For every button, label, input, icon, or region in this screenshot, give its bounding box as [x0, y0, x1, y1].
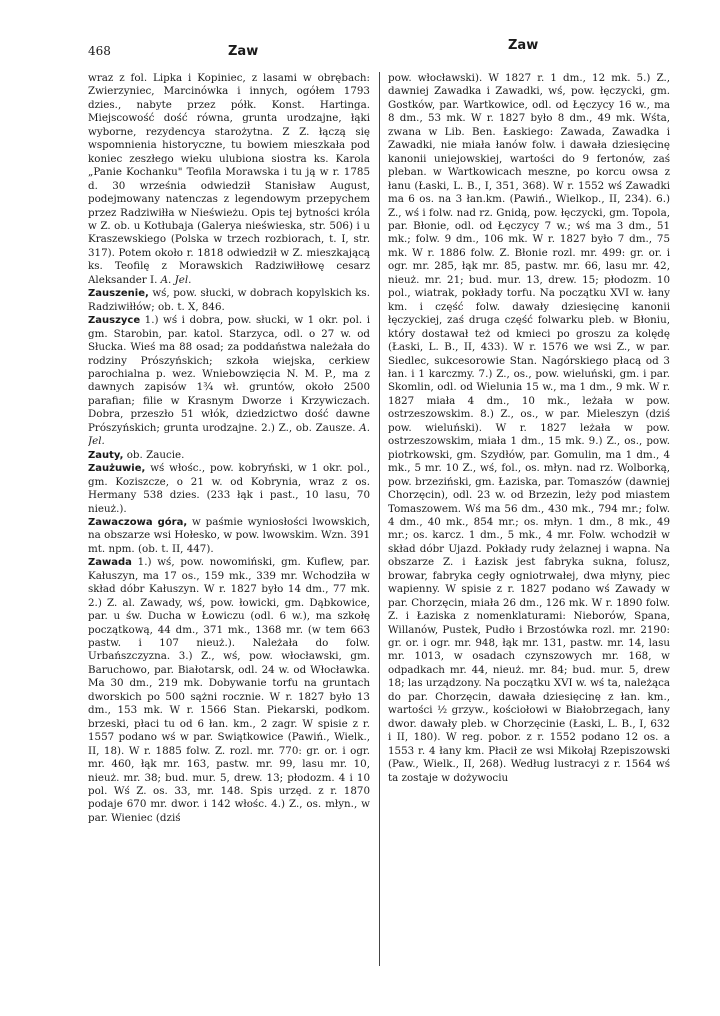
- entry-headword: Zaużuwie,: [88, 463, 146, 475]
- entry-headword: Zauszyce: [88, 315, 141, 327]
- entry-signature: A. Jel.: [88, 421, 370, 448]
- running-head-right: Zaw: [508, 38, 539, 53]
- entry-text: pow. włocławski). W 1827 r. 1 dm., 12 mk. 5.) Z., dawniej Zawadka i Zawadki, wś, pow. łęczycki, gm. Gostków, par. Wartkowice, odl. od Łęczycy 16 w., ma 8 dm., 53 mk. W r. 1827 było 8 dm., 49 mk. Wśta, zwana w Lib. Ben. Łaskiego: Zawada, Zawadka i Zawadki, nie miała łanów folw. i dawała dziesięcinę kanonii uniejowskiej, wartości do 9 fertonów, zaś pleban. w Wartkowicach meszne, po korcu owsa z łanu (Łaski, L. B., I, 351, 368). W r. 1552 wś Zawadki ma 6 os. na 3 łan.km. (Pawiń., Wielkop., II, 234). 6.) Z., wś i folw. nad rz. Gnidą, pow. łęczycki, gm. Topola, par. Błonie, odl. od Łęczycy 7 w.; wś ma 3 dm., 51 mk.; folw. 9 dm., 106 mk. W r. 1827 było 7 dm., 75 mk. W r. 1886 folw. Z. Błonie rozl. mr. 499: gr. or. i ogr. mr. 285, łąk mr. 85, pastw. mr. 66, lasu mr. 42, nieuż. mr. 21; bud. mur. 13, drew. 15; płodozm. 10 pol., wiatrak, pokłady torfu. Na początku XVI w. łany km. i część folw. dawały dziesięcinę kanonii łęczyckiej, zaś druga część folwarku pleb. w Błoniu, który dostawał też od kmieci po groszu za kolędę (Łaski, L. B., II, 433). W r. 1576 we wsi Z., w par. Siedlec, sukcesorowie Stan. Nagórskiego płacą od 3 łan. i 1 karczmy. 7.) Z., os., pow. wieluński, gm. i par. Skomlin, odl. od Wielunia 15 w., ma 1 dm., 9 mk. W r. 1827 miała 4 dm., 10 mk., leżała w pow. ostrzeszowskim. 8.) Z., os., w par. Mieleszyn (dziś pow. wieluński). W r. 1827 leżała w pow. ostrzeszowskim, miała 1 dm., 15 mk. 9.) Z., os., pow. piotrkowski, gm. Szydłów, par. Gomulin, ma 1 dm., 4 mk., 5 mr. 10 Z., wś, fol., os. młyn. nad rz. Wolborką, pow. brzeziński, gm. Łaziska, par. Tomaszów (dawniej Chorzęcin), odl. 23 w. od Brzezin, leży pod miastem Tomaszowem. Wś ma 56 dm., 430 mk., 794 mr.; folw. 4 dm., 40 mk., 854 mr.; os. młyn. 1 dm., 8 mk., 49 mr.; os. karcz. 1 dm., 5 mk., 4 mr. Folw. wchodził w skład dóbr Ujazd. Pokłady rudy żelaznej i wapna. Na obszarze Z. i Łazisk jest fabryka sukna, folusz, browar, fabryka cegły ogniotrwałej, dwa młyny, piec wapienny. W spisie z r. 1827 podano wś Zawady w par. Chorzęcin, miała 26 dm., 126 mk. W r. 1890 folw. Z. i Łaziska z nomenklaturami: Nieborów, Spana, Willanów, Pustek, Pudło i Brzostówka rozl. mr. 2190: gr. or. i ogr. mr. 948, łąk mr. 131, pastw. mr. 14, lasu mr. 1013, w osadach czynszowych mr. 168, w odpadkach mr. 44, nieuż. mr. 84; bud. mur. 5, drew 18; las urządzony. Na początku XVI w. wś ta, należąca do par. Chorzęcin, dawała dziesięcinę z łan. km., wartości ½ grzyw., kościołowi w Białobrzegach, łany dwor. dawały pleb. w Chorzęcinie (Łaski, L. B., I, 632 i II, 180). W reg. pobor. z r. 1552 podano 12 os. a 1553 r. 4 łany km. Płacił ze wsi Mikołaj Rzepiszowski (Paw., Wielk., II, 268). Według lustracyi z r. 1564 wś ta zostaje w dożywociu: [388, 72, 670, 784]
- dictionary-entry: [88, 287, 370, 314]
- page-header: [88, 38, 660, 64]
- entry-text: w paśmie wyniosłości lwowskich, na obszarze wsi Hołesko, w pow. lwowskim. Wzn. 391 mt. npm. (ob. t. II, 447).: [88, 515, 370, 555]
- two-column-body: [88, 72, 680, 972]
- entry-text: 1.) wś, pow. nowomiński, gm. Kuflew, par. Kałuszyn, ma 17 os., 159 mk., 339 mr. Wchodziła w skład dóbr Kałuszyn. W r. 1827 było 14 dm., 77 mk. 2.) Z. al. Zawady, wś, pow. łowicki, gm. Dąbkowice, par. u św. Ducha w Łowiczu (odl. 6 w.), ma szkołę początkową, 44 dm., 371 mk., 1368 mr. (w tem 663 pastw. i 107 nieuż.). Należała do folw. Urbańszczyzna. 3.) Z., wś, pow. włocławski, gm. Baruchowo, par. Białotarsk, odl. 24 w. od Włocławka. Ma 30 dm., 219 mk. Dobywanie torfu na gruntach dworskich po 500 sążni rocznie. W r. 1827 było 13 dm., 153 mk. W r. 1566 Stan. Piekarski, podkom. brzeski, płaci tu od 6 łan. km., 2 zagr. W spisie z r. 1557 podano wś w par. Swiątkowice (Pawiń., Wielk., II, 18). W r. 1885 folw. Z. rozl. mr. 770: gr. or. i ogr. mr. 460, łąk mr. 163, pastw. mr. 99, lasu mr. 10, nieuż. mr. 38; bud. mur. 5, drew. 13; płodozm. 4 i 10 pol. Wś Z. os. 33, mr. 148. Spis urzęd. z r. 1870 podaje 670 mr. dwor. i 142 włośc. 4.) Z., os. młyn., w par. Wieniec (dziś: [88, 556, 370, 824]
- entry-text: ob. Zaucie.: [126, 448, 185, 461]
- dictionary-entry: [88, 462, 370, 516]
- entry-text: 1.) wś i dobra, pow. słucki, w 1 okr. pol. i gm. Starobin, par. katol. Starzyca, odl. o 27 w. od Słucka. Wieś ma 88 osad; za poddaństwa należała do rodziny Prószyńskich; szkoła wiejska, cerkiew parochialna p. wez. Wniebowzięcia N. M. P., ma z dawnych zapisów 1¾ wł. gruntów, około 2500 parafian; filie w Krasnym Dworze i Krzywiczach. Dobra, przeszło 51 włók, dziedzictwo dość dawne Prószyńskich; grunta urodzajne. 2.) Z., ob. Zausze.: [88, 314, 370, 434]
- entry-headword: Zawada: [88, 557, 132, 569]
- entry-text: wraz z fol. Lipka i Kopiniec, z lasami w obrębach: Zwierzyniec, Marcinówka i innych, ogółem 1793 dzies., nabyte przez półk. Konst. Hartinga. Miejscowość dość równa, grunta urodzajne, łąki wyborne, rezydencya starożytna. Z Z. łączą się wspomnienia historyczne, tu bowiem mieszkała pod koniec zeszłego wieku ulubiona siostra ks. Karola „Panie Kochanku" Teofila Morawska i tu ją w r. 1785 d. 30 września odwiedził Stanisław August, podejmowany natenczas z legendowym przepychem przez Radziwiłła w Nieświeżu. Opis tej bytności króla w Z. ob. u Kotłubaja (Galerya nieświeska, str. 506) i u Kraszewskiego (Polska w trzech rozbiorach, t. I, str. 317). Potem około r. 1818 odwiedził w Z. mieszkającą ks. Teofilę z Morawskich Radziwiłłowę cesarz Aleksander I.: [88, 72, 370, 286]
- entry-text: wś, pow. słucki, w dobrach kopylskich ks. Radziwiłłów; ob. t. X, 846.: [88, 287, 370, 313]
- page-number: 468: [88, 44, 111, 58]
- dictionary-entry: [88, 449, 370, 462]
- entry-headword: Zauty,: [88, 449, 124, 461]
- dictionary-entry: [88, 516, 370, 556]
- column-divider: [379, 72, 380, 966]
- dictionary-entry: [388, 72, 670, 785]
- dictionary-entry: [88, 556, 370, 825]
- dictionary-entry: [88, 72, 370, 287]
- entry-headword: Zawaczowa góra,: [88, 516, 188, 528]
- right-column: [388, 72, 670, 972]
- running-head-left: Zaw: [228, 44, 259, 59]
- entry-text: wś włośc., pow. kobryński, w 1 okr. pol., gm. Koziszcze, o 21 w. od Kobrynia, wraz z os. Hermany 538 dzies. (233 łąk i past., 10 lasu, 70 nieuż.).: [88, 462, 370, 515]
- left-column: [88, 72, 370, 972]
- entry-headword: Zauszenie,: [88, 288, 149, 300]
- entry-signature: A. Jel.: [160, 273, 192, 286]
- dictionary-entry: [88, 314, 370, 449]
